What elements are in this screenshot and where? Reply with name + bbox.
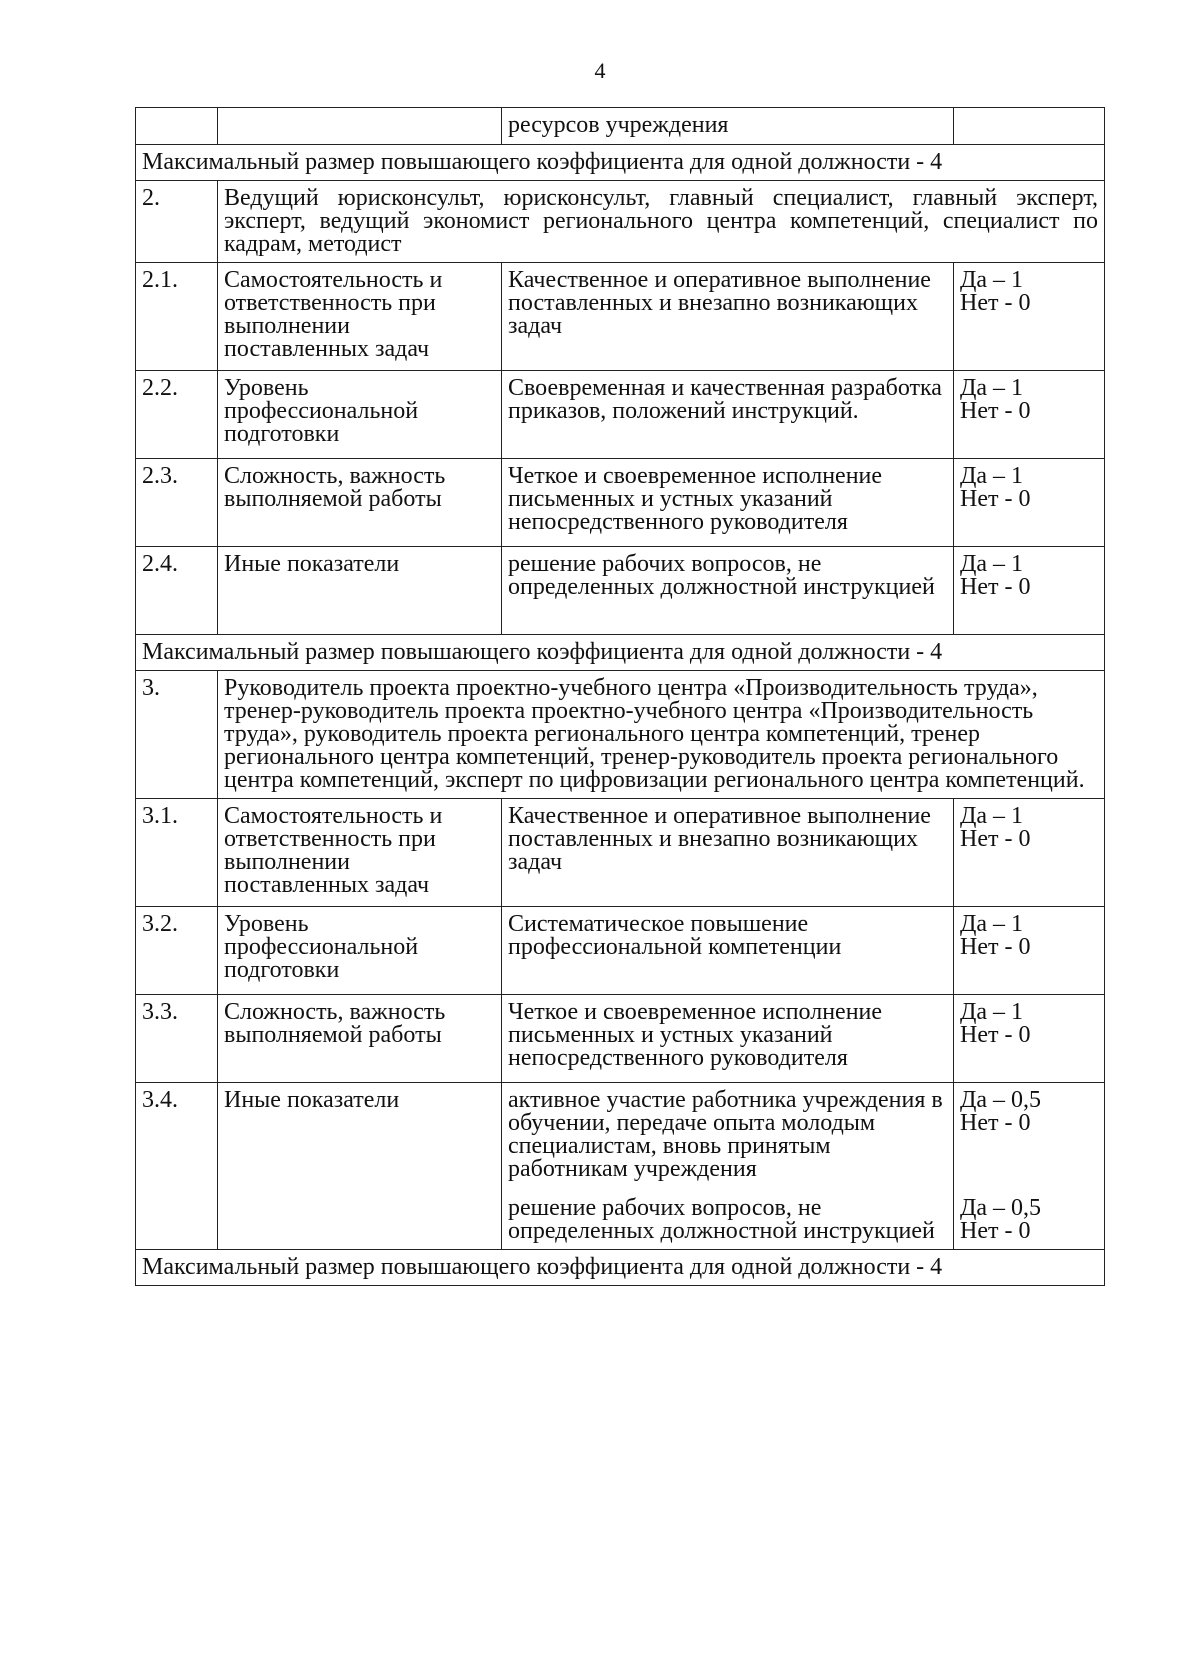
criteria-cell: Четкое и своевременное исполнение письменных и устных указаний непосредственного руководителя	[502, 459, 954, 547]
criteria-cell: Качественное и оперативное выполнение поставленных и внезапно возникающих задач	[502, 263, 954, 371]
criteria-cell: ресурсов учреждения	[502, 108, 954, 145]
value-no: Нет - 0	[960, 398, 1031, 424]
table-row	[136, 907, 1105, 995]
row-number: 2.2.	[136, 371, 218, 459]
table-row	[136, 995, 1105, 1083]
table-row	[136, 459, 1105, 547]
page-number: 4	[594, 58, 606, 83]
value-cell	[954, 1083, 1105, 1250]
section-number: 3.	[136, 671, 218, 799]
indicator-cell: Уровень профессиональной подготовки	[218, 907, 502, 995]
section-title: Руководитель проекта проектно-учебного центра «Производительность труда», тренер-руководитель проекта проектно-учебного центра «Производительность труда», руководитель проекта регионального центра компетенций, тренер регионального центра компетенций, тренер-руководитель проекта регионального центра компетенций, эксперт по цифровизации регионального центра компетенций.	[218, 671, 1105, 799]
summary-row	[136, 145, 1105, 181]
value-yes: Да – 1	[960, 911, 1024, 937]
value-no: Нет - 0	[960, 486, 1031, 512]
value-yes: Да – 0,5	[960, 1195, 1042, 1221]
value-no: Нет - 0	[960, 826, 1031, 852]
indicator-cell: Иные показатели	[218, 547, 502, 635]
value-yes: Да – 1	[960, 375, 1024, 401]
indicator-cell: Сложность, важность выполняемой работы	[218, 995, 502, 1083]
value-cell	[954, 995, 1105, 1083]
criteria-table	[135, 107, 1105, 1286]
criteria-cell: Четкое и своевременное исполнение письменных и устных указаний непосредственного руководителя	[502, 995, 954, 1083]
value-yes: Да – 0,5	[960, 1087, 1042, 1113]
section-title: Ведущий юрисконсульт, юрисконсульт, главный специалист, главный эксперт, эксперт, ведущий экономист регионального центра компетенций, специалист по кадрам, методист	[218, 181, 1105, 263]
criteria-cell	[502, 1083, 954, 1250]
table-row	[136, 1083, 1105, 1250]
table-cell	[136, 108, 218, 145]
value-no: Нет - 0	[960, 290, 1031, 316]
value-no: Нет - 0	[960, 1022, 1031, 1048]
value-yes: Да – 1	[960, 463, 1024, 489]
value-cell	[954, 547, 1105, 635]
table-row	[136, 371, 1105, 459]
max-coefficient-note: Максимальный размер повышающего коэффициента для одной должности - 4	[136, 145, 1105, 181]
row-number: 2.3.	[136, 459, 218, 547]
value-yes: Да – 1	[960, 551, 1024, 577]
row-number: 2.4.	[136, 547, 218, 635]
max-coefficient-note: Максимальный размер повышающего коэффициента для одной должности - 4	[136, 635, 1105, 671]
value-yes: Да – 1	[960, 999, 1024, 1025]
value-cell	[954, 799, 1105, 907]
criteria-cell: Своевременная и качественная разработка приказов, положений инструкций.	[502, 371, 954, 459]
row-number: 2.1.	[136, 263, 218, 371]
value-cell	[954, 371, 1105, 459]
max-coefficient-note: Максимальный размер повышающего коэффициента для одной должности - 4	[136, 1250, 1105, 1286]
table-row	[136, 263, 1105, 371]
criteria-cell: решение рабочих вопросов, не определенных должностной инструкцией	[502, 547, 954, 635]
summary-row	[136, 1250, 1105, 1286]
indicator-cell: Уровень профессиональной подготовки	[218, 371, 502, 459]
table-row	[136, 799, 1105, 907]
value-yes: Да – 1	[960, 267, 1024, 293]
indicator-cell: Самостоятельность и ответственность при выполнении поставленных задач	[218, 263, 502, 371]
criteria-cell: Качественное и оперативное выполнение поставленных и внезапно возникающих задач	[502, 799, 954, 907]
table-row	[136, 547, 1105, 635]
summary-row	[136, 635, 1105, 671]
section-number: 2.	[136, 181, 218, 263]
criterion-text: решение рабочих вопросов, не определенных должностной инструкцией	[508, 1195, 935, 1244]
row-number: 3.1.	[136, 799, 218, 907]
criteria-cell: Систематическое повышение профессиональной компетенции	[502, 907, 954, 995]
value-cell	[954, 459, 1105, 547]
value-cell	[954, 263, 1105, 371]
table-row	[136, 108, 1105, 145]
section-header-row	[136, 181, 1105, 263]
indicator-cell: Сложность, важность выполняемой работы	[218, 459, 502, 547]
criterion-text: активное участие работника учреждения в обучении, передаче опыта молодым специалистам, вновь принятым работникам учреждения	[508, 1087, 943, 1182]
value-no: Нет - 0	[960, 574, 1031, 600]
row-number: 3.4.	[136, 1083, 218, 1250]
value-no: Нет - 0	[960, 1110, 1031, 1136]
value-no: Нет - 0	[960, 934, 1031, 960]
indicator-cell: Иные показатели	[218, 1083, 502, 1250]
indicator-cell: Самостоятельность и ответственность при выполнении поставленных задач	[218, 799, 502, 907]
table-cell	[954, 108, 1105, 145]
section-header-row	[136, 671, 1105, 799]
value-yes: Да – 1	[960, 803, 1024, 829]
value-cell	[954, 907, 1105, 995]
table-cell	[218, 108, 502, 145]
row-number: 3.3.	[136, 995, 218, 1083]
row-number: 3.2.	[136, 907, 218, 995]
value-no: Нет - 0	[960, 1218, 1031, 1244]
